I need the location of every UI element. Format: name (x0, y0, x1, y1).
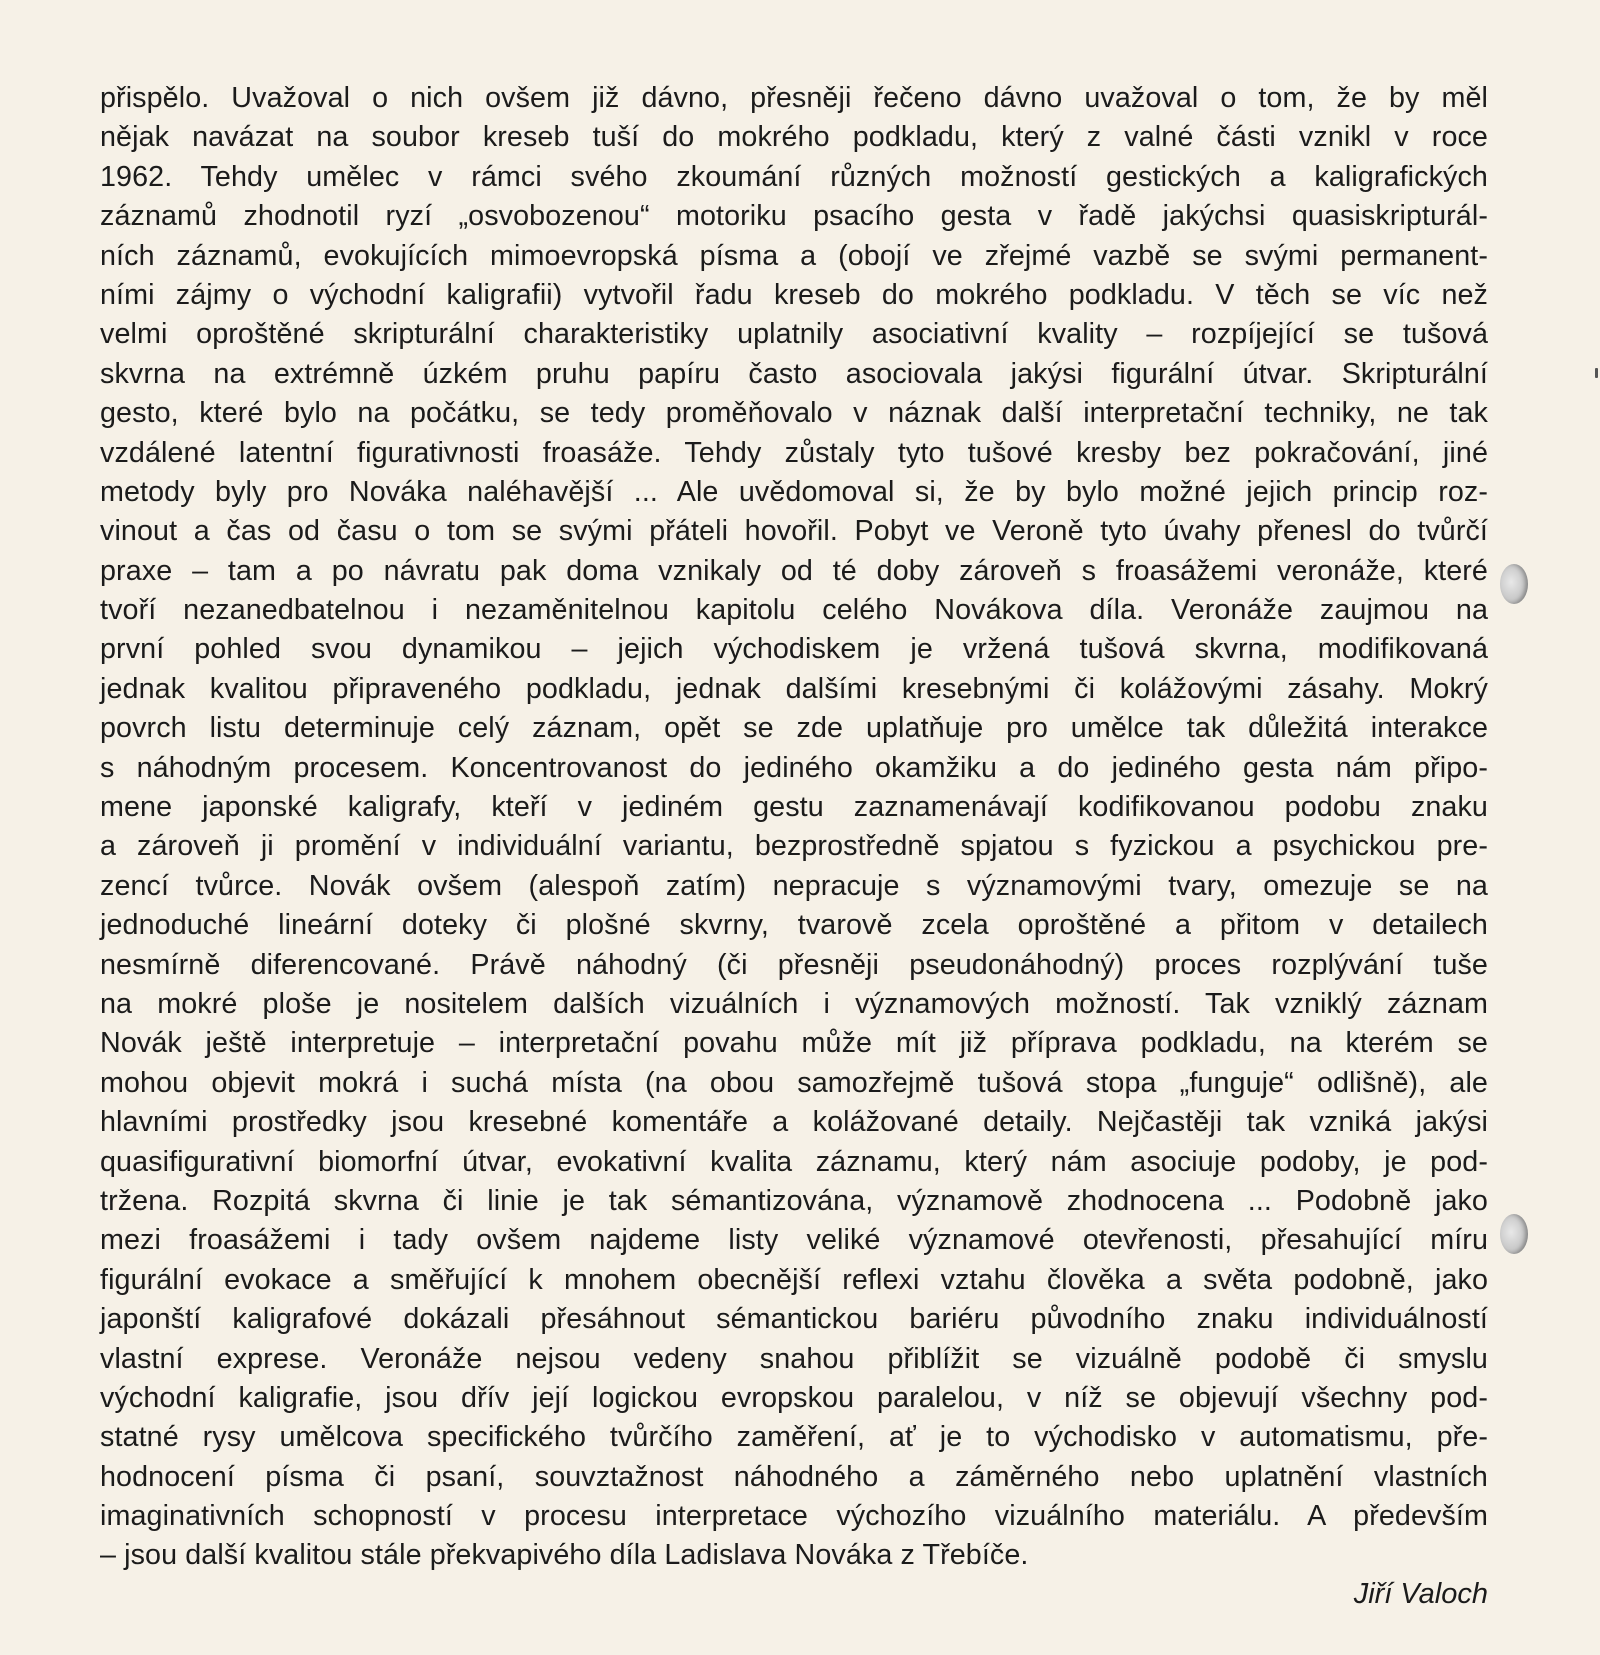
text-line: velmi oproštěné skripturální charakteristiky uplatnily asociativní kvality – rozpíjející se tušová (100, 318, 1488, 351)
text-line: mezi froasážemi i tady ovšem najdeme listy veliké významové otevřenosti, přesahující míru (100, 1224, 1488, 1257)
text-line: figurální evokace a směřující k mnohem obecnější reflexi vztahu člověka a světa podobně, jako (100, 1263, 1488, 1296)
text-line: vzdálené latentní figurativnosti froasáže. Tehdy zůstaly tyto tušové kresby bez pokračování, jiné (100, 436, 1488, 469)
text-line: metody byly pro Nováka naléhavější ... Ale uvědomoval si, že by bylo možné jejich princip roz- (100, 475, 1488, 508)
text-line: hlavními prostředky jsou kresebné komentáře a kolážované detaily. Nejčastěji tak vzniká jakýsi (100, 1106, 1488, 1139)
text-line: na mokré ploše je nositelem dalších vizuálních i významových možností. Tak vzniklý záznam (100, 987, 1488, 1020)
text-line: nesmírně diferencované. Právě náhodný (či přesněji pseudonáhodný) proces rozplývání tuše (100, 948, 1488, 981)
text-line: gesto, které bylo na počátku, se tedy proměňovalo v náznak další interpretační techniky, ne tak (100, 397, 1488, 430)
text-line: první pohled svou dynamikou – jejich východiskem je vržená tušová skvrna, modifikovaná (100, 633, 1488, 666)
text-line: jednoduché lineární doteky či plošné skvrny, tvarově zcela oproštěné a přitom v detailech (100, 909, 1488, 942)
page-edge-mark (1595, 368, 1598, 378)
text-line: s náhodným procesem. Koncentrovanost do jediného okamžiku a do jediného gesta nám připo- (100, 751, 1488, 784)
text-line: záznamů zhodnotil ryzí „osvobozenou“ motoriku psacího gesta v řadě jakýchsi quasiskripturál- (100, 200, 1488, 233)
text-line: nějak navázat na soubor kreseb tuší do mokrého podkladu, který z valné části vznikl v roce (100, 121, 1488, 154)
text-line: přispělo. Uvažoval o nich ovšem již dávno, přesněji řečeno dávno uvažoval o tom, že by měl (100, 82, 1488, 114)
body-text (100, 79, 1488, 1576)
text-line: zencí tvůrce. Novák ovšem (alespoň zatím) nepracuje s významovými tvary, omezuje se na (100, 869, 1488, 902)
text-line: 1962. Tehdy umělec v rámci svého zkoumání různých možností gestických a kaligrafických (100, 160, 1488, 193)
text-line: japonští kaligrafové dokázali přesáhnout sémantickou bariéru původního znaku individuálností (100, 1303, 1488, 1336)
text-line: povrch listu determinuje celý záznam, opět se zde uplatňuje pro umělce tak důležitá interakce (100, 712, 1488, 745)
text-line: mene japonské kaligrafy, kteří v jediném gestu zaznamenávají kodifikovanou podobu znaku (100, 791, 1488, 824)
text-line: quasifigurativní biomorfní útvar, evokativní kvalita záznamu, který nám asociuje podoby, je pod- (100, 1145, 1488, 1178)
text-line: skvrna na extrémně úzkém pruhu papíru často asociovala jakýsi figurální útvar. Skripturální (100, 357, 1488, 390)
binder-hole-icon (1500, 564, 1528, 604)
text-line: ních záznamů, evokujících mimoevropská písma a (obojí ve zřejmé vazbě se svými permanent- (100, 239, 1488, 272)
text-line: tržena. Rozpitá skvrna či linie je tak sémantizována, významově zhodnocena ... Podobně jako (100, 1184, 1488, 1217)
text-line: mohou objevit mokrá i suchá místa (na obou samozřejmě tušová stopa „funguje“ odlišně), ale (100, 1066, 1488, 1099)
text-line: statné rysy umělcova specifického tvůrčího zaměření, ať je to východisko v automatismu, pře- (100, 1421, 1488, 1454)
text-line: vlastní exprese. Veronáže nejsou vedeny snahou přiblížit se vizuálně podobě či smyslu (100, 1342, 1488, 1375)
text-line: východní kaligrafie, jsou dřív její logickou evropskou paralelou, v níž se objevují všechny pod- (100, 1381, 1488, 1414)
text-line: a zároveň ji promění v individuální variantu, bezprostředně spjatou s fyzickou a psychickou pre- (100, 830, 1488, 863)
text-line: Novák ještě interpretuje – interpretační povahu může mít již příprava podkladu, na kterém se (100, 1027, 1488, 1060)
text-line: praxe – tam a po návratu pak doma vznikaly od té doby zároveň s froasážemi veronáže, které (100, 554, 1488, 587)
text-line-last: – jsou další kvalitou stále překvapivého díla Ladislava Nováka z Třebíče. (100, 1539, 1029, 1572)
text-line: jednak kvalitou připraveného podkladu, jednak dalšími kresebnými či kolážovými zásahy. Mokrý (100, 672, 1488, 705)
binder-hole-icon (1500, 1214, 1528, 1254)
text-line: ními zájmy o východní kaligrafii) vytvořil řadu kreseb do mokrého podkladu. V těch se víc než (100, 278, 1488, 311)
text-line: tvoří nezanedbatelnou i nezaměnitelnou kapitolu celého Novákova díla. Veronáže zaujmou na (100, 594, 1488, 627)
text-line: hodnocení písma či psaní, souvztažnost náhodného a záměrného nebo uplatnění vlastních (100, 1460, 1488, 1493)
text-line: imaginativních schopností v procesu interpretace výchozího vizuálního materiálu. A především (100, 1500, 1488, 1533)
author-signature: Jiří Valoch (1353, 1578, 1488, 1610)
text-line: vinout a čas od času o tom se svými přáteli hovořil. Pobyt ve Veroně tyto úvahy přenesl do tvůrčí (100, 515, 1488, 548)
